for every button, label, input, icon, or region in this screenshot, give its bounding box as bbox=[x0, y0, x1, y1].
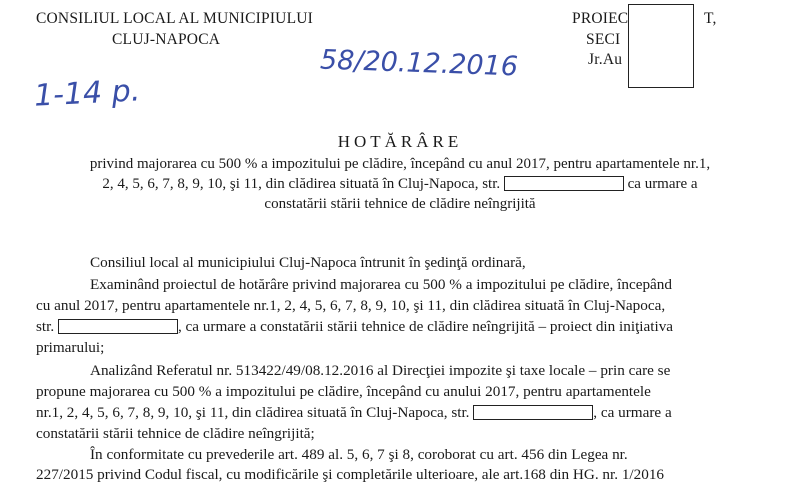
redaction-street-body2 bbox=[473, 405, 593, 420]
paragraph-report-line2: propune majorarea cu 500 % a impozitului pe clădire, începând cu anului 2017, pentru apartamentele bbox=[36, 383, 651, 400]
redaction-street-body1 bbox=[58, 319, 178, 334]
paragraph-report-line1: Analizând Referatul nr. 513422/49/08.12.2016 al Direcţiei impozite şi taxe locale – prin care se bbox=[90, 362, 671, 379]
paragraph-report-line3-rest: , ca urmare a bbox=[593, 404, 672, 421]
paragraph-conformity-line1: În conformitate cu prevederile art. 489 al. 5, 6, 7 şi 8, coroborat cu art. 456 din Legea nr. bbox=[90, 446, 628, 463]
paragraph-council: Consiliul local al municipiului Cluj-Napoca întrunit în şedinţă ordinară, bbox=[90, 254, 526, 271]
paragraph-examining-line3 bbox=[36, 318, 673, 336]
document-title: HOTĂRÂRE bbox=[337, 132, 463, 151]
paragraph-examining-line4: primarului; bbox=[36, 339, 105, 356]
handwritten-registration-number: 58/20.12.2016 bbox=[319, 44, 519, 83]
paragraph-examining-line2: cu anul 2017, pentru apartamentele nr.1, 2, 4, 5, 6, 7, 8, 9, 10, şi 11, din clădirea situată în Cluj-Napoca, bbox=[36, 297, 666, 314]
paragraph-report-line3 bbox=[36, 404, 672, 422]
subtitle-line2 bbox=[0, 176, 800, 193]
paragraph-conformity-line2: 227/2015 privind Codul fiscal, cu modificările şi completările ulterioare, ale art.168 din HG. nr. 1/2016 bbox=[36, 466, 665, 483]
paragraph-report-line4: constatării stării tehnice de clădire neîngrijită; bbox=[36, 425, 315, 442]
redaction-street-subtitle bbox=[504, 176, 624, 191]
council-name-line1: CONSILIUL LOCAL AL MUNICIPIULUI bbox=[36, 10, 313, 27]
subtitle-line1: privind majorarea cu 500 % a impozitului pe clădire, începând cu anul 2017, pentru apartamentele nr.1, bbox=[89, 156, 711, 172]
project-label-part2: T, bbox=[704, 10, 717, 27]
legal-label: Jr.Au bbox=[588, 51, 623, 68]
paragraph-examining-line1: Examinând proiectul de hotărâre privind majorarea cu 500 % a impozitului pe clădire, începând bbox=[90, 276, 672, 293]
project-label-part1: PROIEC bbox=[572, 10, 629, 27]
handwritten-page-count: 1-14 p. bbox=[33, 73, 142, 114]
subtitle-line3: constatării stării tehnice de clădire neîngrijită bbox=[264, 196, 536, 212]
street-label: str. bbox=[36, 318, 55, 335]
paragraph-report-line3-text: nr.1, 2, 4, 5, 6, 7, 8, 9, 10, şi 11, din clădirea situată în Cluj-Napoca, str. bbox=[36, 404, 470, 421]
secretary-label: SECI bbox=[586, 31, 621, 48]
council-name-line2: CLUJ-NAPOCA bbox=[112, 31, 221, 48]
subtitle-line2-text-a: 2, 4, 5, 6, 7, 8, 9, 10, şi 11, din clădirea situată în Cluj-Napoca, str. bbox=[102, 176, 501, 192]
paragraph-examining-line3-rest: , ca urmare a constatării stării tehnice de clădire neîngrijită – proiect din iniţiativa bbox=[177, 318, 674, 335]
subtitle-line2-text-b: ca urmare a bbox=[627, 176, 698, 192]
redaction-box-header bbox=[628, 4, 694, 88]
